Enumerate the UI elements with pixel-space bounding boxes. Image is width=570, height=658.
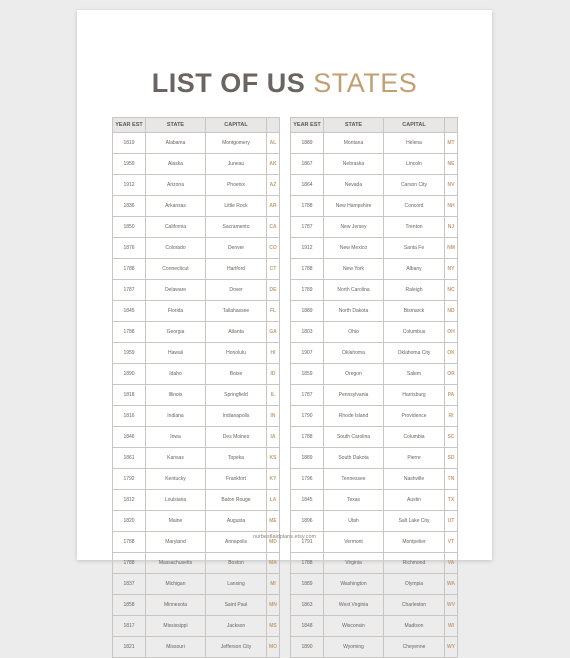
abbr-cell: MI <box>267 574 280 595</box>
table-row <box>291 469 458 490</box>
table-row <box>113 448 280 469</box>
table-row <box>113 364 280 385</box>
year-cell: 1876 <box>113 238 146 259</box>
table-row <box>291 406 458 427</box>
table-row <box>113 511 280 532</box>
state-cell: Arizona <box>146 175 206 196</box>
abbr-cell: DE <box>267 280 280 301</box>
capital-cell: Augusta <box>206 511 267 532</box>
year-cell: 1788 <box>291 259 324 280</box>
table-row <box>291 427 458 448</box>
year-cell: 1859 <box>291 364 324 385</box>
table-row <box>113 553 280 574</box>
state-cell: Texas <box>324 490 384 511</box>
state-cell: South Carolina <box>324 427 384 448</box>
capital-cell: Pierre <box>384 448 445 469</box>
year-cell: 1821 <box>113 637 146 658</box>
capital-cell: Santa Fe <box>384 238 445 259</box>
table-row <box>113 406 280 427</box>
state-cell: North Carolina <box>324 280 384 301</box>
table-row <box>291 595 458 616</box>
year-cell: 1788 <box>291 196 324 217</box>
state-cell: Hawaii <box>146 343 206 364</box>
year-cell: 1788 <box>291 427 324 448</box>
table-row <box>291 301 458 322</box>
capital-cell: Denver <box>206 238 267 259</box>
capital-cell: Hartford <box>206 259 267 280</box>
table-body-right <box>291 133 458 658</box>
state-cell: New York <box>324 259 384 280</box>
year-cell: 1896 <box>291 511 324 532</box>
capital-cell: Topeka <box>206 448 267 469</box>
year-cell: 1820 <box>113 511 146 532</box>
state-cell: West Virginia <box>324 595 384 616</box>
state-cell: Colorado <box>146 238 206 259</box>
abbr-cell: TN <box>445 469 458 490</box>
state-cell: Wyoming <box>324 637 384 658</box>
table-row <box>291 343 458 364</box>
table-row <box>291 259 458 280</box>
year-cell: 1788 <box>113 322 146 343</box>
abbr-cell: AZ <box>267 175 280 196</box>
abbr-cell: VA <box>445 553 458 574</box>
capital-cell: Montgomery <box>206 133 267 154</box>
capital-cell: Austin <box>384 490 445 511</box>
state-cell: Nebraska <box>324 154 384 175</box>
table-row <box>291 490 458 511</box>
abbr-cell: MO <box>267 637 280 658</box>
year-cell: 1788 <box>113 553 146 574</box>
year-cell: 1959 <box>113 343 146 364</box>
abbr-cell: IL <box>267 385 280 406</box>
abbr-cell: OR <box>445 364 458 385</box>
abbr-cell: CT <box>267 259 280 280</box>
state-cell: Alabama <box>146 133 206 154</box>
year-cell: 1790 <box>291 406 324 427</box>
abbr-cell: ME <box>267 511 280 532</box>
state-header: STATE <box>324 118 384 133</box>
table-row <box>113 595 280 616</box>
capital-cell: Juneau <box>206 154 267 175</box>
capital-cell: Cheyenne <box>384 637 445 658</box>
abbr-cell: AL <box>267 133 280 154</box>
year-cell: 1889 <box>291 574 324 595</box>
capital-cell: Boston <box>206 553 267 574</box>
capital-cell: Lansing <box>206 574 267 595</box>
capital-cell: Raleigh <box>384 280 445 301</box>
table-row <box>291 154 458 175</box>
year-cell: 1817 <box>113 616 146 637</box>
capital-cell: Tallahassee <box>206 301 267 322</box>
year-cell: 1861 <box>113 448 146 469</box>
capital-cell: Springfield <box>206 385 267 406</box>
abbr-cell: PA <box>445 385 458 406</box>
capital-cell: Trenton <box>384 217 445 238</box>
capital-cell: Salt Lake City <box>384 511 445 532</box>
state-cell: Connecticut <box>146 259 206 280</box>
state-cell: Kansas <box>146 448 206 469</box>
table-row <box>291 196 458 217</box>
abbr-cell: CA <box>267 217 280 238</box>
state-cell: Georgia <box>146 322 206 343</box>
year-cell: 1819 <box>113 133 146 154</box>
year-cell: 1816 <box>113 406 146 427</box>
table-row <box>113 280 280 301</box>
abbr-cell: NM <box>445 238 458 259</box>
abbr-cell: SC <box>445 427 458 448</box>
year-cell: 1864 <box>291 175 324 196</box>
table-row <box>113 469 280 490</box>
year-cell: 1836 <box>113 196 146 217</box>
abbr-cell: NC <box>445 280 458 301</box>
abbr-header <box>267 118 280 133</box>
abbr-cell: RI <box>445 406 458 427</box>
abbr-cell: MS <box>267 616 280 637</box>
abbr-cell: UT <box>445 511 458 532</box>
state-cell: Massachusetts <box>146 553 206 574</box>
state-cell: Rhode Island <box>324 406 384 427</box>
capital-cell: Annapolis <box>206 532 267 553</box>
capital-cell: Helena <box>384 133 445 154</box>
capital-header: CAPITAL <box>384 118 445 133</box>
abbr-cell: WV <box>445 595 458 616</box>
table-row <box>291 217 458 238</box>
abbr-cell: KY <box>267 469 280 490</box>
table-row <box>113 574 280 595</box>
table-row <box>113 133 280 154</box>
state-cell: Illinois <box>146 385 206 406</box>
year-cell: 1791 <box>291 532 324 553</box>
state-cell: Oklahoma <box>324 343 384 364</box>
capital-cell: Bismarck <box>384 301 445 322</box>
table-row <box>291 322 458 343</box>
year-cell: 1907 <box>291 343 324 364</box>
table-row <box>291 280 458 301</box>
capital-cell: Carson City <box>384 175 445 196</box>
state-cell: Pennsylvania <box>324 385 384 406</box>
capital-cell: Oklahoma City <box>384 343 445 364</box>
title-light: STATES <box>305 68 418 98</box>
capital-cell: Lincoln <box>384 154 445 175</box>
abbr-cell: FL <box>267 301 280 322</box>
table-row <box>291 385 458 406</box>
year-cell: 1796 <box>291 469 324 490</box>
year-cell: 1787 <box>291 217 324 238</box>
year-cell: 1792 <box>113 469 146 490</box>
capital-cell: Columbia <box>384 427 445 448</box>
capital-cell: Frankfort <box>206 469 267 490</box>
table-row <box>113 238 280 259</box>
capital-cell: Little Rock <box>206 196 267 217</box>
capital-cell: Sacramento <box>206 217 267 238</box>
state-cell: Minnesota <box>146 595 206 616</box>
state-cell: Florida <box>146 301 206 322</box>
table-row <box>291 364 458 385</box>
abbr-cell: OH <box>445 322 458 343</box>
year-cell: 1788 <box>291 553 324 574</box>
year-cell: 1803 <box>291 322 324 343</box>
state-cell: California <box>146 217 206 238</box>
abbr-cell: MN <box>267 595 280 616</box>
year-cell: 1837 <box>113 574 146 595</box>
capital-cell: Olympia <box>384 574 445 595</box>
capital-cell: Baton Rouge <box>206 490 267 511</box>
state-header: STATE <box>146 118 206 133</box>
year-cell: 1846 <box>113 427 146 448</box>
abbr-cell: IA <box>267 427 280 448</box>
state-cell: Vermont <box>324 532 384 553</box>
year-cell: 1848 <box>291 616 324 637</box>
state-cell: Ohio <box>324 322 384 343</box>
capital-cell: Jefferson City <box>206 637 267 658</box>
year-cell: 1818 <box>113 385 146 406</box>
abbr-cell: IN <box>267 406 280 427</box>
table-row <box>291 175 458 196</box>
capital-cell: Providence <box>384 406 445 427</box>
year-cell: 1867 <box>291 154 324 175</box>
abbr-cell: NE <box>445 154 458 175</box>
state-cell: New Mexico <box>324 238 384 259</box>
abbr-header <box>445 118 458 133</box>
abbr-cell: NV <box>445 175 458 196</box>
capital-cell: Jackson <box>206 616 267 637</box>
table-row <box>291 553 458 574</box>
abbr-cell: TX <box>445 490 458 511</box>
printable-page <box>77 10 492 650</box>
year-cell: 1890 <box>291 637 324 658</box>
state-cell: Tennessee <box>324 469 384 490</box>
abbr-cell: ID <box>267 364 280 385</box>
abbr-cell: AR <box>267 196 280 217</box>
state-cell: Idaho <box>146 364 206 385</box>
capital-cell: Concord <box>384 196 445 217</box>
state-cell: Montana <box>324 133 384 154</box>
capital-cell: Des Moines <box>206 427 267 448</box>
state-cell: Missouri <box>146 637 206 658</box>
table-row <box>291 511 458 532</box>
title-bold: LIST OF US <box>151 68 306 98</box>
year-cell: 1789 <box>291 280 324 301</box>
abbr-cell: NJ <box>445 217 458 238</box>
capital-cell: Salem <box>384 364 445 385</box>
abbr-cell: MA <box>267 553 280 574</box>
state-cell: South Dakota <box>324 448 384 469</box>
capital-cell: Madison <box>384 616 445 637</box>
table-row <box>291 637 458 658</box>
year-cell: 1889 <box>291 301 324 322</box>
table-row <box>113 616 280 637</box>
state-cell: Kentucky <box>146 469 206 490</box>
table-row <box>113 301 280 322</box>
state-cell: Oregon <box>324 364 384 385</box>
capital-cell: Saint Paul <box>206 595 267 616</box>
year-cell: 1788 <box>113 259 146 280</box>
table-body-left <box>113 133 280 658</box>
capital-header: CAPITAL <box>206 118 267 133</box>
footer-url: ourbestlaidplans.etsy.com <box>252 534 317 540</box>
state-cell: Michigan <box>146 574 206 595</box>
abbr-cell: MT <box>445 133 458 154</box>
abbr-cell: KS <box>267 448 280 469</box>
capital-cell: Boise <box>206 364 267 385</box>
states-table-left <box>112 117 280 658</box>
state-cell: Washington <box>324 574 384 595</box>
table-row <box>113 175 280 196</box>
abbr-cell: MD <box>267 532 280 553</box>
year-header: YEAR EST <box>113 118 146 133</box>
table-row <box>113 154 280 175</box>
table-row <box>113 322 280 343</box>
abbr-cell: WY <box>445 637 458 658</box>
abbr-cell: OK <box>445 343 458 364</box>
capital-cell: Phoenix <box>206 175 267 196</box>
abbr-cell: VT <box>445 532 458 553</box>
table-row <box>291 574 458 595</box>
capital-cell: Nashville <box>384 469 445 490</box>
states-table-right <box>290 117 458 658</box>
abbr-cell: SD <box>445 448 458 469</box>
capital-cell: Richmond <box>384 553 445 574</box>
table-row <box>113 217 280 238</box>
year-cell: 1812 <box>113 490 146 511</box>
state-cell: Maine <box>146 511 206 532</box>
capital-cell: Columbus <box>384 322 445 343</box>
table-row <box>113 490 280 511</box>
capital-cell: Honolulu <box>206 343 267 364</box>
state-cell: New Hampshire <box>324 196 384 217</box>
abbr-cell: LA <box>267 490 280 511</box>
capital-cell: Charleston <box>384 595 445 616</box>
table-row <box>291 616 458 637</box>
page-title <box>77 68 492 99</box>
state-cell: Utah <box>324 511 384 532</box>
capital-cell: Dover <box>206 280 267 301</box>
table-header-row <box>113 118 280 133</box>
table-row <box>113 259 280 280</box>
abbr-cell: WI <box>445 616 458 637</box>
abbr-cell: NY <box>445 259 458 280</box>
year-cell: 1845 <box>113 301 146 322</box>
state-cell: Indiana <box>146 406 206 427</box>
abbr-cell: AK <box>267 154 280 175</box>
abbr-cell: WA <box>445 574 458 595</box>
year-cell: 1787 <box>113 280 146 301</box>
state-cell: Mississippi <box>146 616 206 637</box>
table-row <box>113 196 280 217</box>
table-row <box>113 637 280 658</box>
year-header: YEAR EST <box>291 118 324 133</box>
state-cell: Iowa <box>146 427 206 448</box>
table-row <box>291 133 458 154</box>
state-cell: New Jersey <box>324 217 384 238</box>
capital-cell: Albany <box>384 259 445 280</box>
state-cell: Wisconsin <box>324 616 384 637</box>
year-cell: 1845 <box>291 490 324 511</box>
capital-cell: Montpelier <box>384 532 445 553</box>
state-cell: Louisiana <box>146 490 206 511</box>
year-cell: 1788 <box>113 532 146 553</box>
state-cell: Delaware <box>146 280 206 301</box>
table-row <box>113 427 280 448</box>
table-row <box>113 385 280 406</box>
abbr-cell: HI <box>267 343 280 364</box>
year-cell: 1787 <box>291 385 324 406</box>
abbr-cell: CO <box>267 238 280 259</box>
table-row <box>291 448 458 469</box>
year-cell: 1863 <box>291 595 324 616</box>
abbr-cell: GA <box>267 322 280 343</box>
year-cell: 1889 <box>291 133 324 154</box>
state-cell: Virginia <box>324 553 384 574</box>
state-cell: Maryland <box>146 532 206 553</box>
year-cell: 1858 <box>113 595 146 616</box>
capital-cell: Harrisburg <box>384 385 445 406</box>
year-cell: 1889 <box>291 448 324 469</box>
state-cell: Nevada <box>324 175 384 196</box>
capital-cell: Atlanta <box>206 322 267 343</box>
year-cell: 1912 <box>113 175 146 196</box>
state-cell: Alaska <box>146 154 206 175</box>
table-row <box>113 343 280 364</box>
year-cell: 1850 <box>113 217 146 238</box>
capital-cell: Indianapolis <box>206 406 267 427</box>
state-cell: North Dakota <box>324 301 384 322</box>
state-cell: Arkansas <box>146 196 206 217</box>
table-header-row <box>291 118 458 133</box>
table-row <box>291 238 458 259</box>
year-cell: 1912 <box>291 238 324 259</box>
abbr-cell: NH <box>445 196 458 217</box>
year-cell: 1959 <box>113 154 146 175</box>
year-cell: 1890 <box>113 364 146 385</box>
abbr-cell: ND <box>445 301 458 322</box>
